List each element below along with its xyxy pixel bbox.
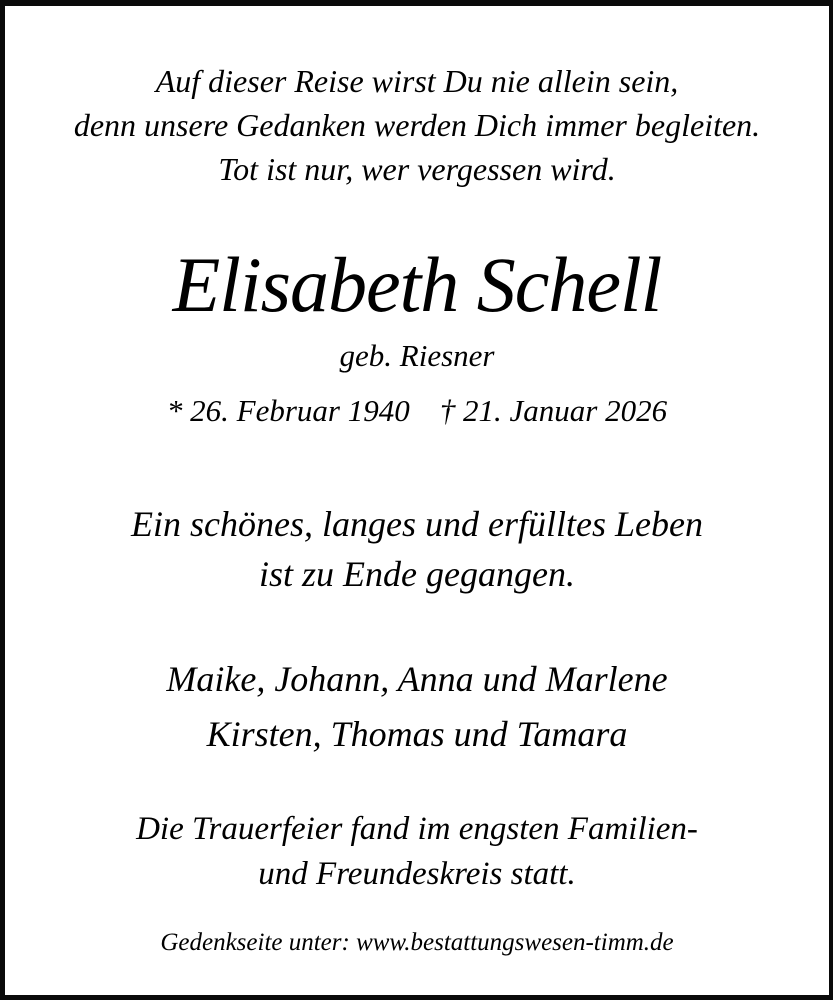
mourners-names: [5, 652, 829, 762]
memorial-site-link: Gedenkseite unter: www.bestattungswesen-timm.de: [160, 929, 674, 956]
verse-line-3: Tot ist nur, wer vergessen wird.: [218, 151, 616, 187]
life-dates: [5, 390, 829, 432]
memorial-verse: [5, 59, 829, 191]
farewell-message: [5, 499, 829, 599]
maiden-name: geb. Riesner: [339, 338, 495, 373]
deceased-name: Elisabeth Schell: [172, 241, 662, 328]
mourners-line-2: Kirsten, Thomas und Tamara: [206, 714, 628, 754]
mourners-line-1: Maike, Johann, Anna und Marlene: [166, 659, 668, 699]
birth-date: * 26. Februar 1940: [166, 393, 410, 428]
funeral-note: [5, 807, 829, 897]
funeral-line-2: und Freundeskreis statt.: [258, 856, 576, 892]
verse-line-2: denn unsere Gedanken werden Dich immer begleiten.: [73, 107, 761, 143]
funeral-line-1: Die Trauerfeier fand im engsten Familien-: [136, 811, 698, 847]
farewell-line-2: ist zu Ende gegangen.: [259, 554, 575, 594]
death-date: † 21. Januar 2026: [439, 393, 668, 428]
farewell-line-1: Ein schönes, langes und erfülltes Leben: [131, 504, 703, 544]
verse-line-1: Auf dieser Reise wirst Du nie allein sein,: [155, 63, 679, 99]
